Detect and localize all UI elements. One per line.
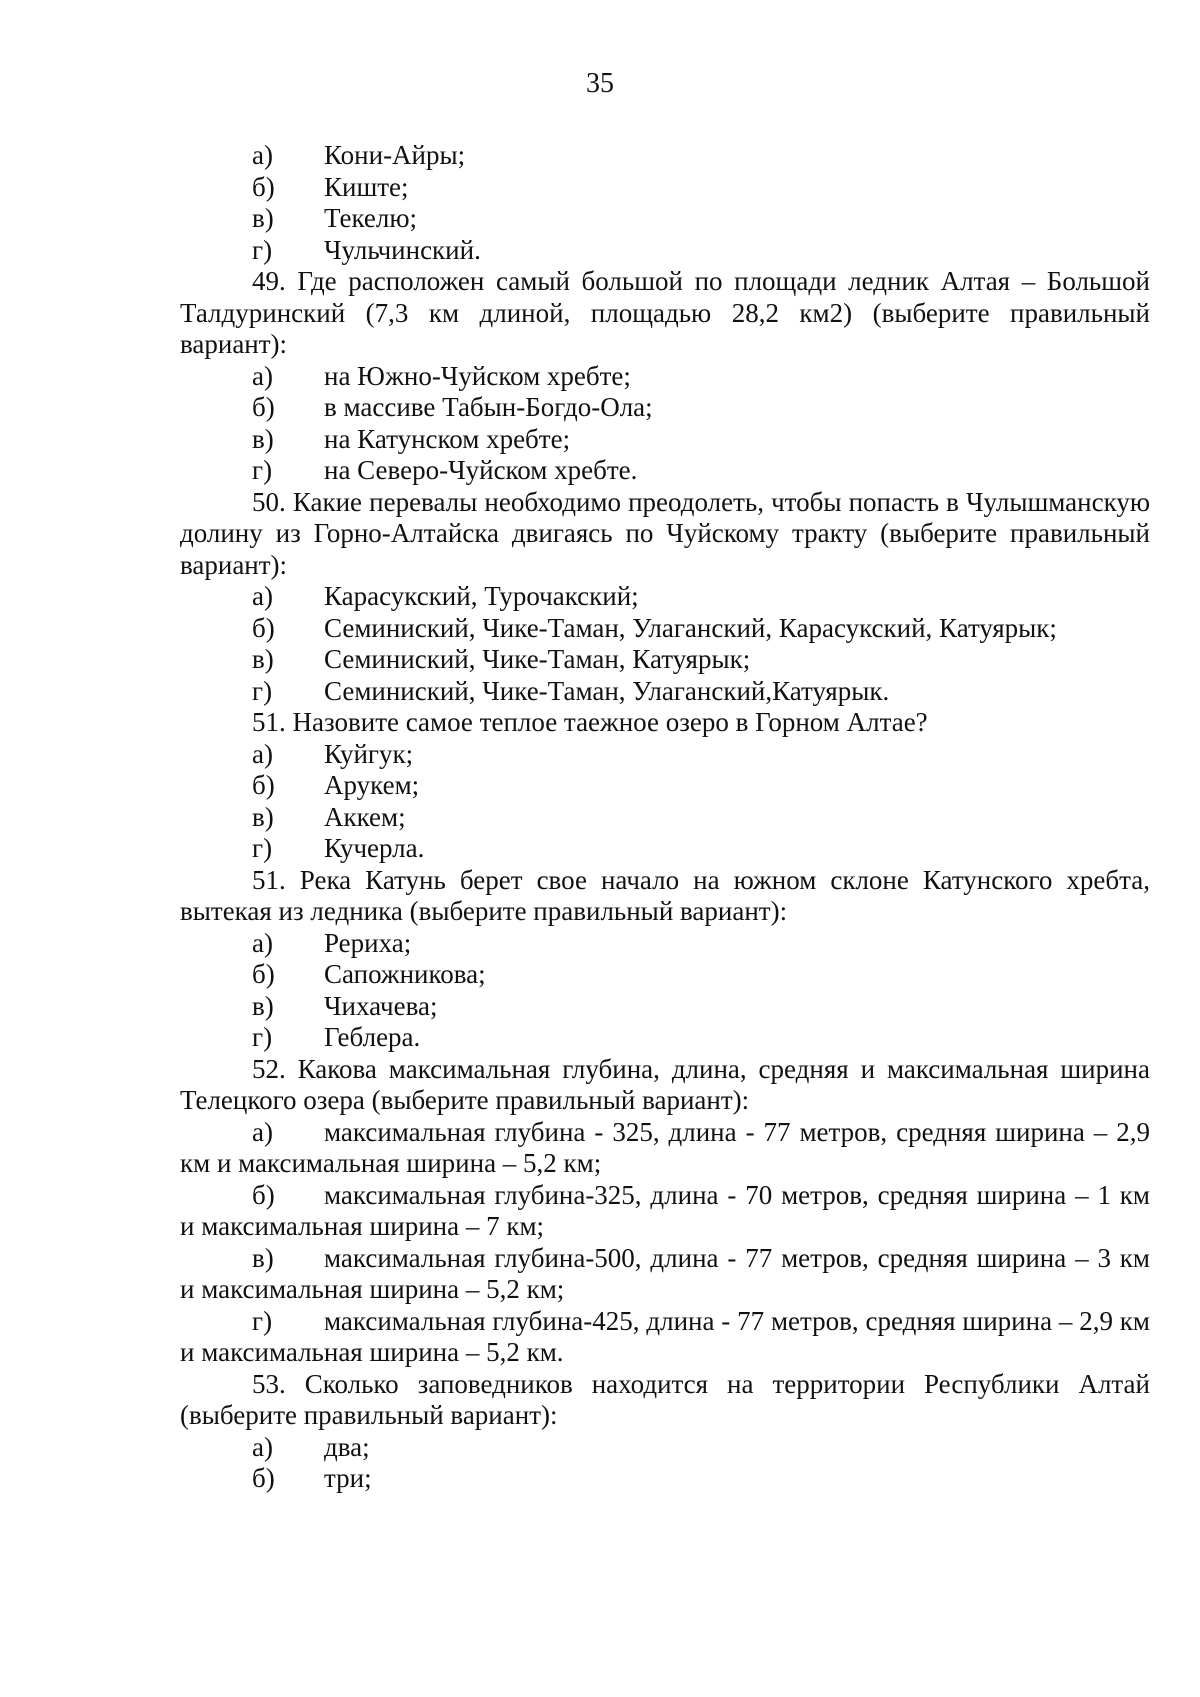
option-text: Семиниский, Чике-Таман, Улаганский, Карасукский, Катуярык; [324,612,1057,643]
option-marker: а) [252,738,273,769]
document-body [180,140,1150,1495]
option-marker: б) [252,392,275,422]
option-marker: а) [252,360,273,391]
option-marker: б) [252,1463,275,1493]
answer-option [252,1463,1150,1495]
page-number: 35 [586,68,614,99]
option-marker: а) [252,140,273,170]
answer-option [252,455,1150,487]
option-marker: а) [252,1431,273,1462]
option-marker: в) [252,644,274,674]
option-marker: в) [252,990,274,1021]
answer-option [252,613,1150,645]
answer-option [252,676,1150,708]
answer-option [252,1432,1150,1464]
answer-option [252,739,1150,771]
option-marker: г) [252,455,273,485]
answer-option-long [180,1243,1150,1306]
answer-option-long [180,1180,1150,1243]
option-marker: а) [252,581,273,611]
option-marker: г) [252,1305,273,1336]
option-marker: в) [252,801,274,832]
option-text: Арукем; [324,770,420,800]
option-text: Чульчинский. [324,234,481,265]
answer-option [252,172,1150,204]
question-text: 51. Назовите самое теплое таежное озеро в Горном Алтае? [252,707,928,737]
question-text: 53. Сколько заповедников находится на территории Республики Алтай (выберите правильный вариант): [180,1368,1150,1430]
option-marker: г) [252,234,273,265]
option-text: на Северо-Чуйском хребте. [324,455,638,485]
option-text: Геблера. [324,1022,421,1052]
option-text: максимальная глубина - 325, длина - 77 метров, средняя ширина – 2,9 км и максимальная ширина – 5,2 км; [180,1116,1150,1178]
option-marker: в) [252,203,274,233]
option-marker: б) [252,171,275,202]
option-text: Семиниский, Чике-Таман, Улаганский,Катуярык. [324,675,890,706]
answer-option [252,235,1150,267]
option-marker: а) [252,1116,273,1147]
option-text: на Южно-Чуйском хребте; [324,360,631,391]
question-text: 49. Где расположен самый большой по площади ледник Алтая – Большой Талдуринский (7,3 км длиной, площадью 28,2 км2) (выберите правильный вариант): [180,266,1150,359]
option-text: максимальная глубина-500, длина - 77 метров, средняя ширина – 3 км и максимальная ширина – 5,2 км; [180,1242,1150,1304]
option-text: максимальная глубина-425, длина - 77 метров, средняя ширина – 2,9 км и максимальная ширина – 5,2 км. [180,1305,1150,1367]
option-marker: б) [252,1179,275,1210]
option-text: Киште; [324,171,409,202]
option-marker: г) [252,1022,273,1052]
option-marker: г) [252,675,273,706]
answer-option-long [180,1306,1150,1369]
question-text: 52. Какова максимальная глубина, длина, средняя и максимальная ширина Телецкого озера (выберите правильный вариант): [180,1053,1150,1115]
option-text: Семиниский, Чике-Таман, Катуярык; [324,644,751,674]
answer-option [252,644,1150,676]
option-text: Кони-Айры; [324,140,466,170]
option-marker: г) [252,833,273,863]
option-marker: в) [252,1242,274,1273]
answer-option [252,1022,1150,1054]
answer-option [252,959,1150,991]
answer-option [252,581,1150,613]
answer-option [252,140,1150,172]
option-marker: б) [252,770,275,800]
option-marker: б) [252,612,275,643]
answer-option [252,361,1150,393]
question-text: 50. Какие перевалы необходимо преодолеть, чтобы попасть в Чулышманскую долину из Горно-Алтайска двигаясь по Чуйскому тракту (выберите правильный вариант): [180,486,1150,580]
option-text: два; [324,1431,370,1462]
answer-option [252,392,1150,424]
option-text: Карасукский, Турочакский; [324,581,639,611]
option-text: Сапожникова; [324,959,486,989]
answer-option-long [180,1117,1150,1180]
option-text: в массиве Табын-Богдо-Ола; [324,392,653,422]
option-text: Куйгук; [324,738,414,769]
option-text: Аккем; [324,801,406,832]
option-text: на Катунском хребте; [324,423,571,454]
option-text: максимальная глубина-325, длина - 70 метров, средняя ширина – 1 км и максимальная ширина – 7 км; [180,1179,1150,1241]
option-text: Чихачева; [324,990,438,1021]
option-text: Кучерла. [324,833,425,863]
answer-option [252,203,1150,235]
option-marker: б) [252,959,275,989]
answer-option [252,424,1150,456]
answer-option [252,802,1150,834]
option-marker: в) [252,423,274,454]
answer-option [252,991,1150,1023]
option-text: Текелю; [324,203,418,233]
answer-option [252,833,1150,865]
option-text: три; [324,1463,372,1493]
answer-option [252,928,1150,960]
question-text: 51. Река Катунь берет свое начало на южном склоне Катунского хребта, вытекая из ледника (выберите правильный вариант): [180,864,1150,926]
option-marker: а) [252,927,273,958]
option-text: Рериха; [324,927,412,958]
answer-option [252,770,1150,802]
